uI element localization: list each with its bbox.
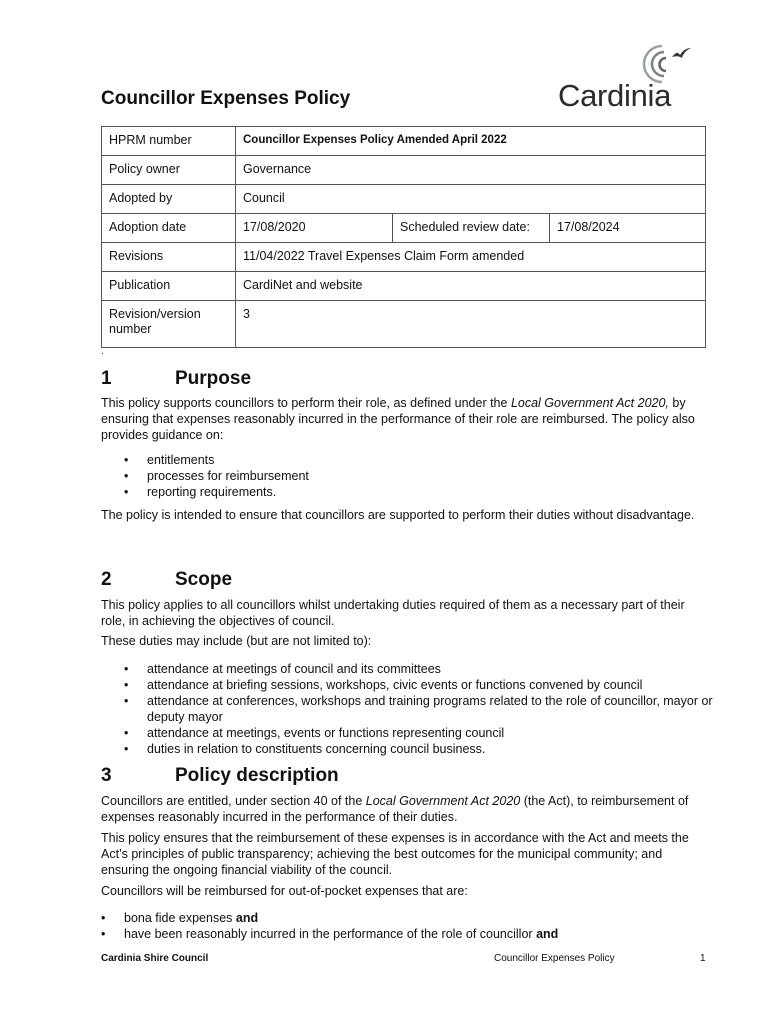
owner-value: Governance: [236, 156, 706, 185]
list-item: • reporting requirements.: [101, 484, 713, 500]
table-row: [102, 185, 706, 214]
policy-metadata-table: [101, 126, 706, 348]
section-number: 1: [101, 368, 112, 389]
text-run: by ensuring that expenses reasonably incurred in the performance of their role are reimbursed. The policy also provides guidance on:: [101, 396, 695, 442]
adopted-label: Adopted by: [102, 185, 236, 214]
paragraph: This policy applies to all councillors whilst undertaking duties required of them as a necessary part of their role, in achieving the objectives of council.: [101, 598, 685, 628]
list-item: • processes for reimbursement: [101, 468, 713, 484]
paragraph: The policy is intended to ensure that councillors are supported to perform their duties without disadvantage.: [101, 508, 695, 522]
list-item: • attendance at meetings of council and its committees: [101, 661, 713, 677]
text-run: This policy supports councillors to perform their role, as defined under the: [101, 396, 511, 410]
bullet-list: [101, 661, 713, 757]
cardinia-logo: [556, 42, 698, 116]
text-run: (the Act), to reimbursement of expenses reasonably incurred in the performance of their duties.: [101, 794, 689, 824]
version-value: 3: [236, 301, 706, 348]
section-3-heading: [101, 765, 339, 787]
paragraph: [101, 793, 711, 825]
list-item: • attendance at meetings, events or functions representing council: [101, 725, 713, 741]
publication-value: CardiNet and website: [236, 272, 706, 301]
section-title: Policy description: [175, 765, 339, 786]
footer-organisation: Cardinia Shire Council: [101, 953, 209, 964]
text-run: Councillors are entitled, under section 40 of the: [101, 794, 366, 808]
act-citation: Local Government Act 2020: [365, 794, 521, 808]
section-number: 2: [101, 569, 112, 590]
table-row: [102, 214, 706, 243]
adoption-date-label: Adoption date: [102, 214, 236, 243]
logo-wordmark: Cardinia: [558, 78, 672, 113]
table-row: [102, 127, 706, 156]
emphasis: and: [235, 911, 259, 925]
table-row: [102, 156, 706, 185]
list-item: [101, 926, 713, 942]
list-item: • attendance at conferences, workshops and training programs related to the role of councillor, mayor or deputy mayor: [101, 693, 713, 725]
page-title: Councillor Expenses Policy: [101, 88, 351, 109]
table-row: [102, 301, 706, 348]
paragraph: This policy ensures that the reimbursement of these expenses is in accordance with the Act and meets the Act’s principles of public transparency; achieving the best outcomes for the municipal community; and ensuring the ongoing financial viability of the council.: [101, 831, 689, 877]
review-date-label: Scheduled review date:: [393, 214, 550, 243]
act-citation: Local Government Act 2020,: [510, 396, 669, 410]
page-number: 1: [700, 953, 706, 964]
table-row: [102, 243, 706, 272]
section-number: 3: [101, 765, 112, 786]
hprm-label: HPRM number: [102, 127, 236, 156]
section-1-heading: [101, 368, 251, 390]
section-2-heading: [101, 569, 232, 591]
section-title: Scope: [175, 569, 233, 590]
list-item: • duties in relation to constituents concerning council business.: [101, 741, 713, 757]
review-date-value: 17/08/2024: [550, 214, 706, 243]
text-run: bona fide expenses: [124, 911, 236, 925]
footer-document-title: Councillor Expenses Policy: [494, 953, 615, 964]
section-title: Purpose: [175, 368, 252, 389]
list-item: • attendance at briefing sessions, workshops, civic events or functions convened by council: [101, 677, 713, 693]
hprm-value: Councillor Expenses Policy Amended April 2022: [236, 127, 706, 156]
adoption-date-value: 17/08/2020: [236, 214, 393, 243]
revisions-label: Revisions: [102, 243, 236, 272]
adopted-value: Council: [236, 185, 706, 214]
paragraph: Councillors will be reimbursed for out-of-pocket expenses that are:: [101, 884, 468, 898]
bullet-list: [101, 452, 713, 500]
owner-label: Policy owner: [102, 156, 236, 185]
list-item: • entitlements: [101, 452, 713, 468]
list-item: [101, 910, 713, 926]
paragraph: These duties may include (but are not limited to):: [101, 634, 372, 648]
emphasis: and: [536, 927, 559, 941]
publication-label: Publication: [102, 272, 236, 301]
revisions-value: 11/04/2022 Travel Expenses Claim Form amended: [236, 243, 706, 272]
version-label: Revision/version number: [102, 301, 236, 348]
stray-mark: .: [101, 346, 104, 357]
bullet-list: [101, 910, 713, 942]
text-run: have been reasonably incurred in the performance of the role of councillor: [124, 927, 537, 941]
table-row: [102, 272, 706, 301]
paragraph: [101, 395, 711, 443]
